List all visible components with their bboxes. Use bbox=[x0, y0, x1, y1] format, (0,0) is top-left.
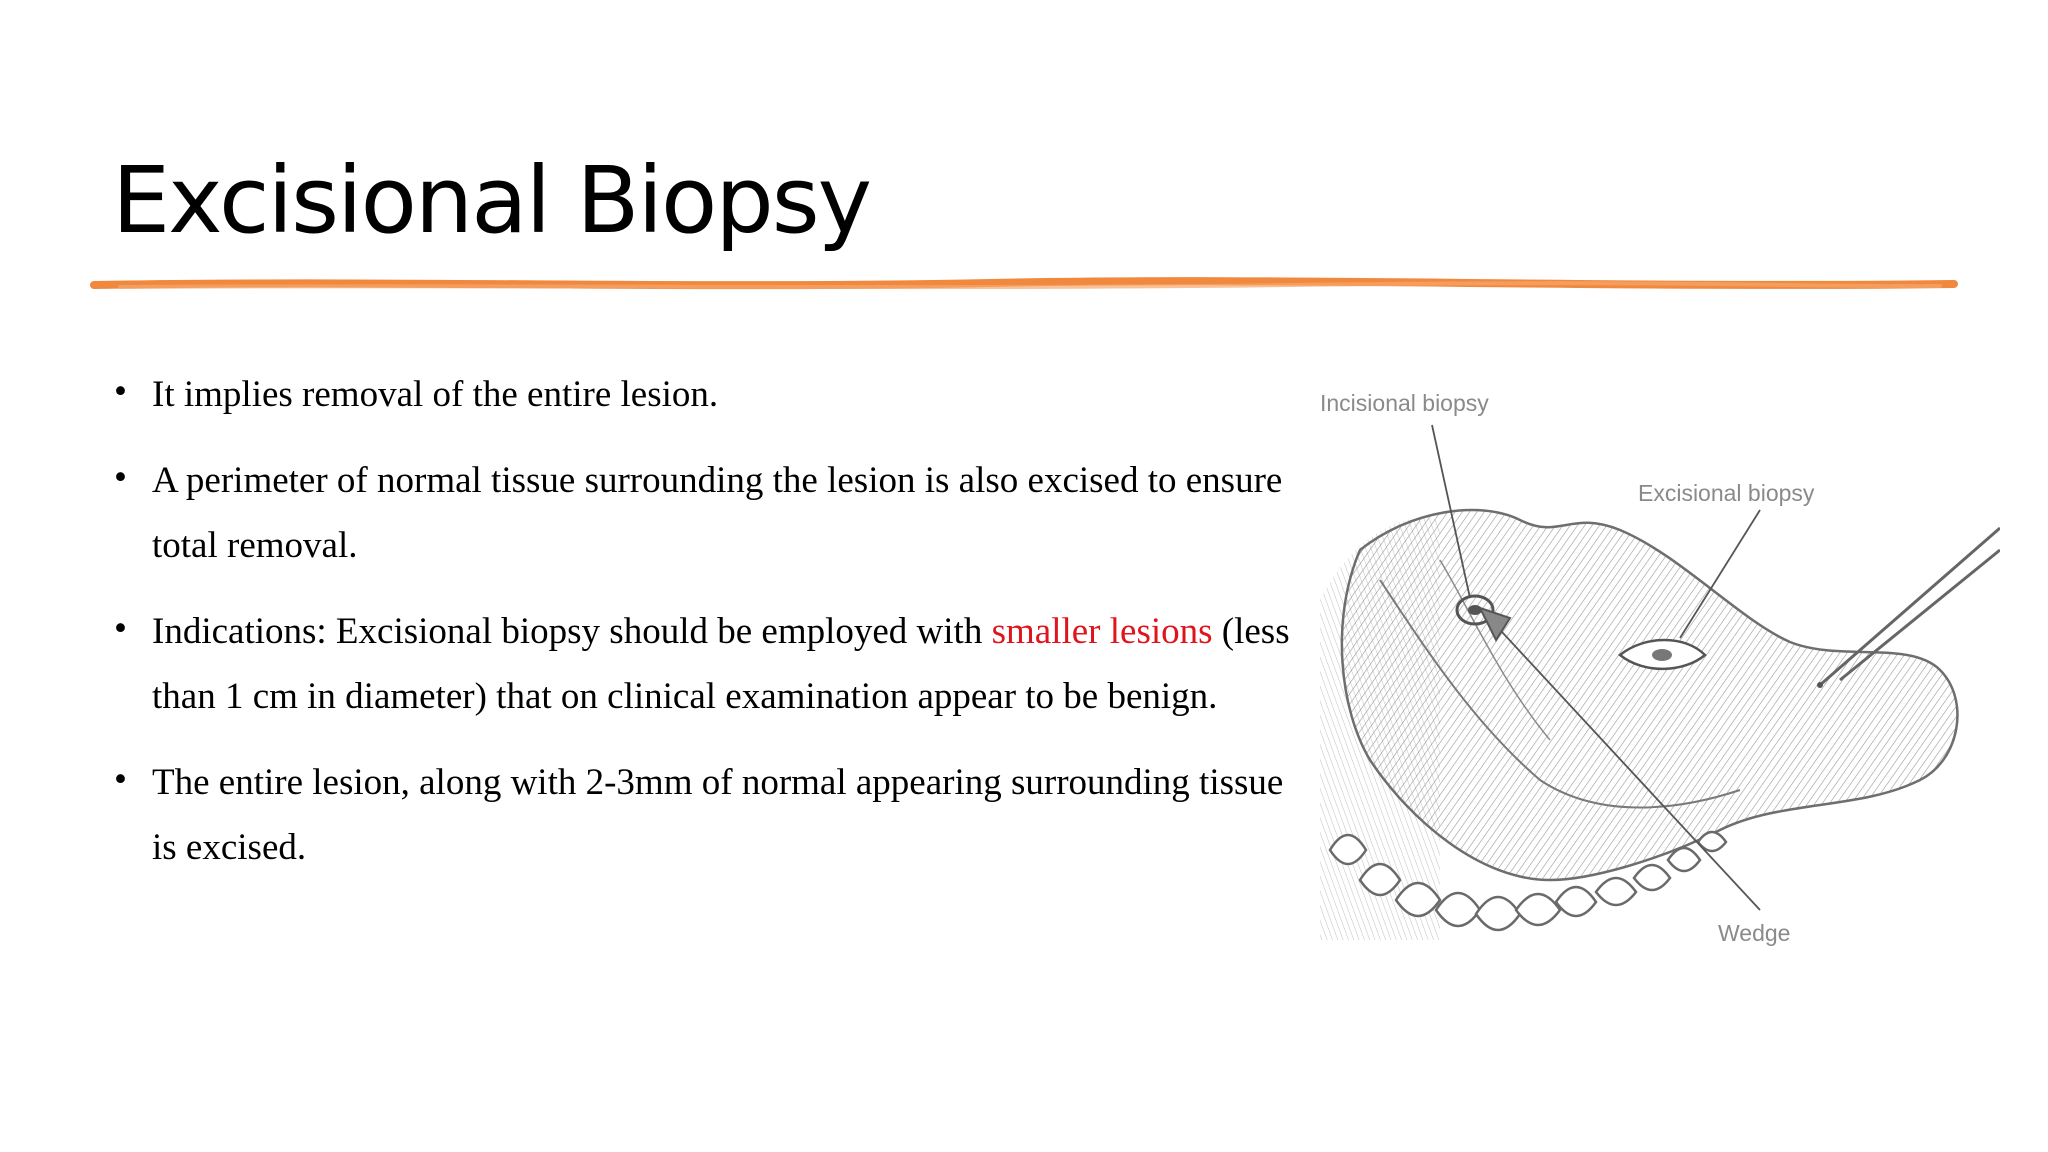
title-underline bbox=[90, 270, 1958, 300]
bullet-item bbox=[112, 750, 1312, 880]
incisional-biopsy-label: Incisional biopsy bbox=[1320, 390, 1489, 416]
bullet-item bbox=[112, 448, 1312, 578]
bullet-text-before: Indications: Excisional biopsy should be employed with bbox=[152, 611, 992, 652]
bullet-dot: • bbox=[114, 457, 127, 498]
bullet-text-after: (less than 1 cm in diameter) that on clinical examination appear to be benign. bbox=[152, 611, 1290, 717]
bullet-dot: • bbox=[114, 759, 127, 800]
slide-title: Excisional Biopsy bbox=[112, 147, 871, 254]
excisional-biopsy-label: Excisional biopsy bbox=[1638, 480, 1815, 506]
tongue-drawing bbox=[1320, 380, 2000, 960]
bullet-item bbox=[112, 599, 1312, 729]
bullet-dot: • bbox=[114, 608, 127, 649]
bullet-text: The entire lesion, along with 2-3mm of normal appearing surrounding tissue is excised. bbox=[152, 762, 1284, 868]
highlighted-text: smaller lesions bbox=[991, 611, 1213, 652]
wedge-label: Wedge bbox=[1718, 920, 1791, 946]
biopsy-illustration bbox=[1320, 380, 2000, 960]
bullet-text: A perimeter of normal tissue surrounding the lesion is also excised to ensure total removal. bbox=[152, 460, 1283, 566]
bullet-item bbox=[112, 362, 1312, 427]
bullet-text: It implies removal of the entire lesion. bbox=[152, 374, 719, 415]
bullet-dot: • bbox=[114, 371, 127, 412]
bullet-list bbox=[112, 362, 1312, 901]
